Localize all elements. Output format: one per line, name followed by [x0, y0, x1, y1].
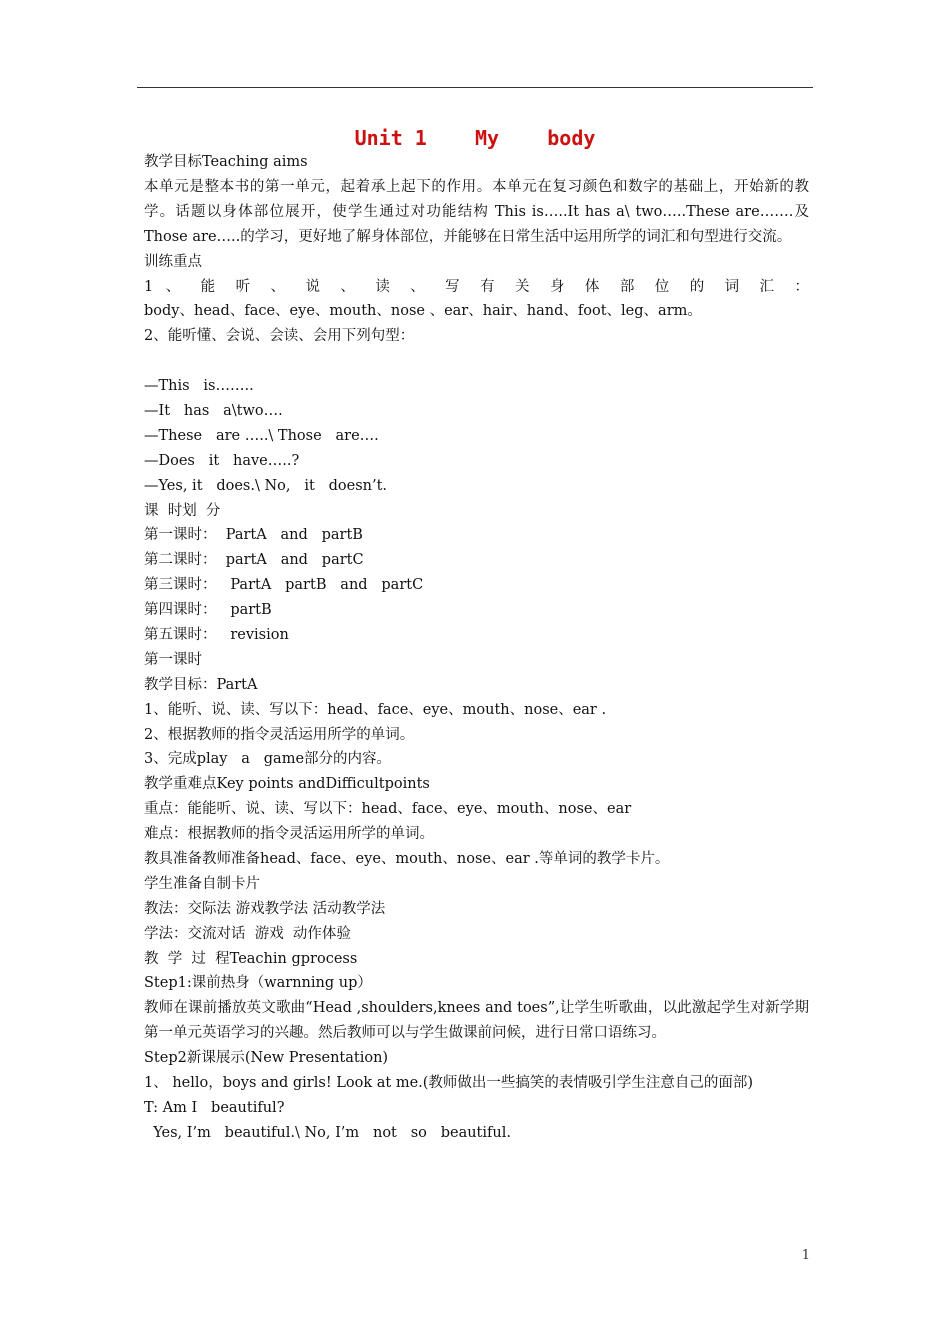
text-line: 重点：能能听、说、读、写以下：head、face、eye、mouth、nose、ear: [144, 801, 632, 818]
text-line: —It has a\two….: [144, 402, 283, 419]
text-line: 第三课时： PartA partB and partC: [144, 577, 424, 594]
text-line: 难点：根据教师的指令灵活运用所学的单词。: [144, 826, 434, 843]
text-paragraph: 本单元是整本书的第一单元，起着承上起下的作用。本单元在复习颜色和数字的基础上，开始新的教学。话题以身体部位展开，使学生通过对功能结构 This is…..It has a\ two…..These are…….及Those are…..的学习，更好地了解身体部位，并能够在日常生活中运用所学的词汇和句型进行交流。: [144, 178, 809, 245]
text-line: 第四课时： partB: [144, 602, 272, 619]
text-line: 3、完成play a game部分的内容。: [144, 751, 392, 768]
text-line: 课 时划 分: [144, 502, 221, 519]
text-line: 教法：交际法 游戏教学法 活动教学法: [144, 900, 386, 917]
text-line: 2、能听懂、会说、会读、会用下列句型：: [144, 328, 415, 345]
header-rule: [137, 87, 813, 88]
text-line: 第二课时： partA and partC: [144, 552, 364, 569]
text-line: 学法：交流对话 游戏 动作体验: [144, 925, 351, 942]
text-line: 1、能听、说、读、写以下：head、face、eye、mouth、nose、ear .: [144, 701, 607, 718]
text-line: body、head、face、eye、mouth、nose 、ear、hair、hand、foot、leg、arm。: [144, 303, 702, 320]
document-title: Unit 1 My body: [354, 126, 596, 150]
text-line: 教具准备教师准备head、face、eye、mouth、nose、ear .等单词的教学卡片。: [144, 850, 670, 867]
text-line: —Yes, it does.\ No, it doesn’t.: [144, 477, 388, 494]
text-line: 教学目标：PartA: [144, 676, 258, 693]
text-line: 第五课时： revision: [144, 626, 289, 643]
text-paragraph: 1、 hello，boys and girls! Look at me.(教师做出一些搞笑的表情吸引学生注意自己的面部): [144, 1075, 754, 1092]
text-line: 教学重难点Key points andDifficultpoints: [144, 776, 430, 793]
text-line: 1 、 能 听 、 说 、 读 、 写 有 关 身 体 部 位 的 词 汇 ：: [144, 278, 809, 295]
text-line: 教学目标Teaching aims: [144, 154, 308, 170]
text-line: —These are …..\ Those are….: [144, 427, 379, 444]
text-line: Step2新课展示(New Presentation): [144, 1050, 389, 1067]
text-line: T: Am I beautiful?: [144, 1099, 285, 1116]
text-paragraph: 教师在课前播放英文歌曲“Head ,shoulders,knees and toes”,让学生听歌曲，以此激起学生对新学期第一单元英语学习的兴趣。然后教师可以与学生做课前问候，进行日常口语练习。: [144, 1000, 809, 1042]
text-line: 第一课时： PartA and partB: [144, 527, 363, 544]
text-line: 第一课时: [144, 651, 202, 668]
text-line: Yes, I’m beautiful.\ No, I’m not so beautiful.: [144, 1124, 511, 1141]
document-body: [144, 150, 809, 1146]
text-line: 训练重点: [144, 253, 202, 270]
text-line: Step1:课前热身（warnning up）: [144, 975, 372, 992]
text-line: 学生准备自制卡片: [144, 875, 260, 892]
blank-line: [144, 349, 809, 374]
text-line: —This is……..: [144, 378, 254, 395]
page-number: 1: [801, 1248, 810, 1263]
text-line: 教 学 过 程Teachin gprocess: [144, 950, 358, 967]
text-line: —Does it have…..?: [144, 452, 300, 469]
text-line: 2、根据教师的指令灵活运用所学的单词。: [144, 726, 415, 743]
